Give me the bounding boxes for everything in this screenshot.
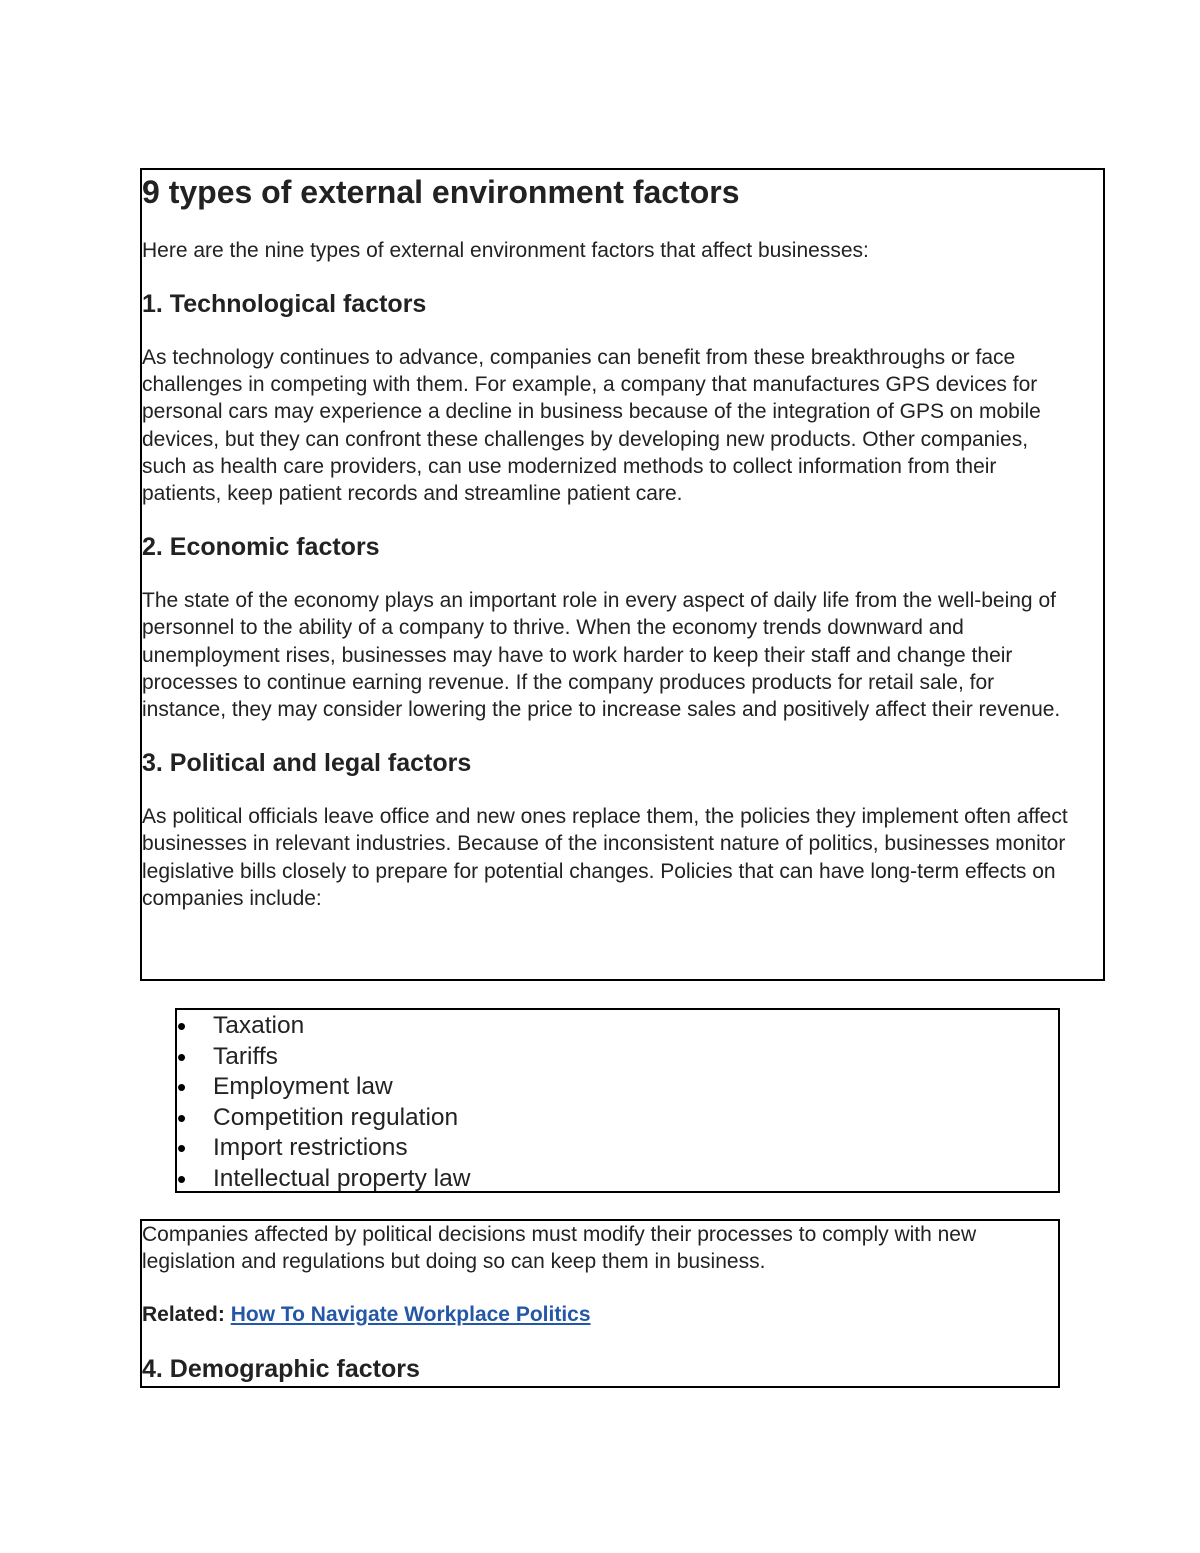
list-item-text: Taxation bbox=[213, 1012, 305, 1039]
related-label: Related: bbox=[142, 1303, 225, 1326]
list-item bbox=[177, 1042, 1058, 1073]
main-content-box bbox=[140, 168, 1105, 981]
section-heading-political: 3. Political and legal factors bbox=[142, 749, 472, 778]
list-item bbox=[177, 1072, 1058, 1103]
section-heading-technological: 1. Technological factors bbox=[142, 290, 427, 318]
closing-paragraph: Companies affected by political decisions must modify their processes to comply with new legislation and regulations but doing so can keep them in business. bbox=[142, 1223, 977, 1273]
section-body-economic: The state of the economy plays an important role in every aspect of daily life from the well-being of personnel to the ability of a company to thrive. When the economy trends downward and unemployment rises, businesses may have to work harder to keep their staff and change their processes to continue earning revenue. If the company produces products for retail sale, for instance, they may consider lowering the price to increase sales and positively affect their revenue. bbox=[142, 589, 1061, 722]
list-item-text: Tariffs bbox=[213, 1042, 278, 1070]
closing-content-box bbox=[140, 1219, 1060, 1388]
bullet-icon: • bbox=[177, 1072, 187, 1103]
list-item bbox=[177, 1133, 1058, 1164]
bullet-icon: • bbox=[177, 1133, 187, 1164]
list-item bbox=[177, 1011, 1058, 1042]
list-item bbox=[177, 1164, 1058, 1193]
bullet-icon: • bbox=[177, 1041, 187, 1072]
page-title: 9 types of external environment factors bbox=[142, 174, 740, 210]
list-item-text: Employment law bbox=[213, 1073, 393, 1101]
policies-list bbox=[177, 1011, 1058, 1193]
section-heading-economic: 2. Economic factors bbox=[142, 533, 380, 562]
policies-list-box bbox=[175, 1008, 1060, 1193]
list-item bbox=[177, 1103, 1058, 1134]
section-body-technological: As technology continues to advance, companies can benefit from these breakthroughs or face challenges in competing with them. For example, a company that manufactures GPS devices for personal cars may experience a decline in business because of the integration of GPS on mobile devices, but they can confront these challenges by developing new products. Other companies, such as health care providers, can use modernized methods to collect information from their patients, keep patient records and streamline patient care. bbox=[142, 346, 1041, 506]
bullet-icon: • bbox=[177, 1011, 187, 1041]
section-heading-demographic: 4. Demographic factors bbox=[142, 1355, 420, 1383]
related-article-link[interactable]: How To Navigate Workplace Politics bbox=[230, 1303, 591, 1326]
list-item-text: Competition regulation bbox=[213, 1103, 459, 1131]
list-item-text: Intellectual property law bbox=[213, 1164, 471, 1192]
bullet-icon: • bbox=[177, 1102, 187, 1133]
list-item-text: Import restrictions bbox=[213, 1134, 408, 1162]
section-body-political: As political officials leave office and new ones replace them, the policies they implement often affect businesses in relevant industries. Because of the inconsistent nature of politics, businesses monitor legislative bills closely to prepare for potential changes. Policies that can have long-term effects on companies include: bbox=[142, 805, 1068, 910]
intro-paragraph: Here are the nine types of external environment factors that affect businesses: bbox=[142, 239, 869, 262]
related-line bbox=[142, 1301, 1058, 1328]
bullet-icon: • bbox=[177, 1163, 187, 1193]
